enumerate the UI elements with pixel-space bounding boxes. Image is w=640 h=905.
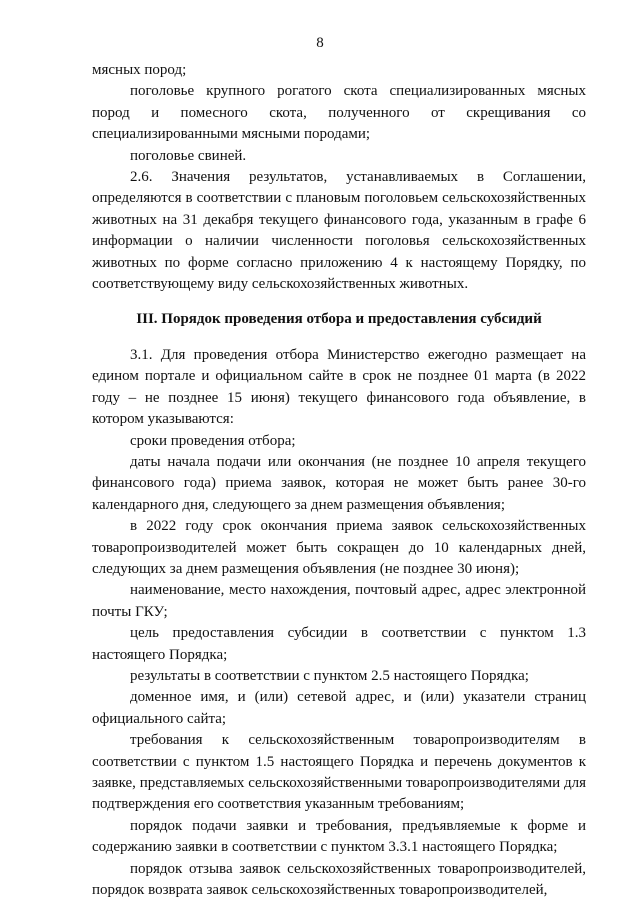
paragraph-subsidy-purpose: цель предоставления субсидии в соответствии с пунктом 1.3 настоящего Порядка;: [92, 625, 586, 663]
paragraph-application-procedure: порядок подачи заявки и требования, предъявляемые к форме и содержанию заявки в соответствии с пунктом 3.3.1 настоящего Порядка;: [92, 817, 586, 856]
paragraph-gku-address: наименование, место нахождения, почтовый адрес, адрес электронной почты ГКУ;: [92, 582, 586, 620]
paragraph-clause-2-6: 2.6. Значения результатов, устанавливаемых в Соглашении, определяются в соответствии с плановым поголовьем сельскохозяйственных животных на 31 декабря текущего финансового года, указанным в графе 6 информации о наличии численности поголовья сельскохозяйственных животных по форме согласно приложению 4 к настоящему Порядку, по соответствующему виду сельскохозяйственных животных.: [92, 169, 586, 293]
paragraph-domain-name: доменное имя, и (или) сетевой адрес, и (или) указатели страниц официального сайта;: [92, 689, 586, 727]
paragraph-meat-breeds: мясных пород;: [92, 62, 187, 78]
paragraph-requirements: требования к сельскохозяйственным товаропроизводителям в соответствии с пунктом 1.5 настоящего Порядка и перечень документов к заявке, представляемых сельскохозяйственными товаропроизводителями для подтверждения его соответствия указанным требованиям;: [92, 732, 586, 813]
paragraph-withdrawal-procedure: порядок отзыва заявок сельскохозяйственных товаропроизводителей, порядок возврата заявок сельскохозяйственных товаропроизводителей,: [92, 860, 586, 899]
paragraph-results: результаты в соответствии с пунктом 2.5 настоящего Порядка;: [130, 667, 529, 684]
paragraph-application-dates: даты начала подачи или окончания (не позднее 10 апреля текущего финансового года) приема заявок, которая не может быть ранее 30-го календарного дня, следующего за днем размещения объявления;: [92, 453, 586, 513]
document-body: [92, 60, 586, 901]
paragraph-selection-period: сроки проведения отбора;: [130, 432, 296, 449]
paragraph-2022-deadline: в 2022 году срок окончания приема заявок сельскохозяйственных товаропроизводителей может быть сокращен до 10 календарных дней, следующих за днем размещения объявления (не позднее 30 июня);: [92, 518, 586, 577]
paragraph-cattle-livestock: поголовье крупного рогатого скота специализированных мясных пород и помесного скота, полученного от скрещивания со специализированными мясными породами;: [92, 83, 586, 143]
section-heading: III. Порядок проведения отбора и предоставления субсидий: [136, 311, 542, 328]
paragraph-clause-3-1: 3.1. Для проведения отбора Министерство ежегодно размещает на едином портале и официальном сайте в срок не позднее 01 марта (в 2022 году – не позднее 15 июня) текущего финансового года объявление, в котором указываются:: [92, 346, 586, 428]
paragraph-pig-livestock: поголовье свиней.: [130, 147, 247, 164]
page-number: 8: [316, 35, 324, 51]
